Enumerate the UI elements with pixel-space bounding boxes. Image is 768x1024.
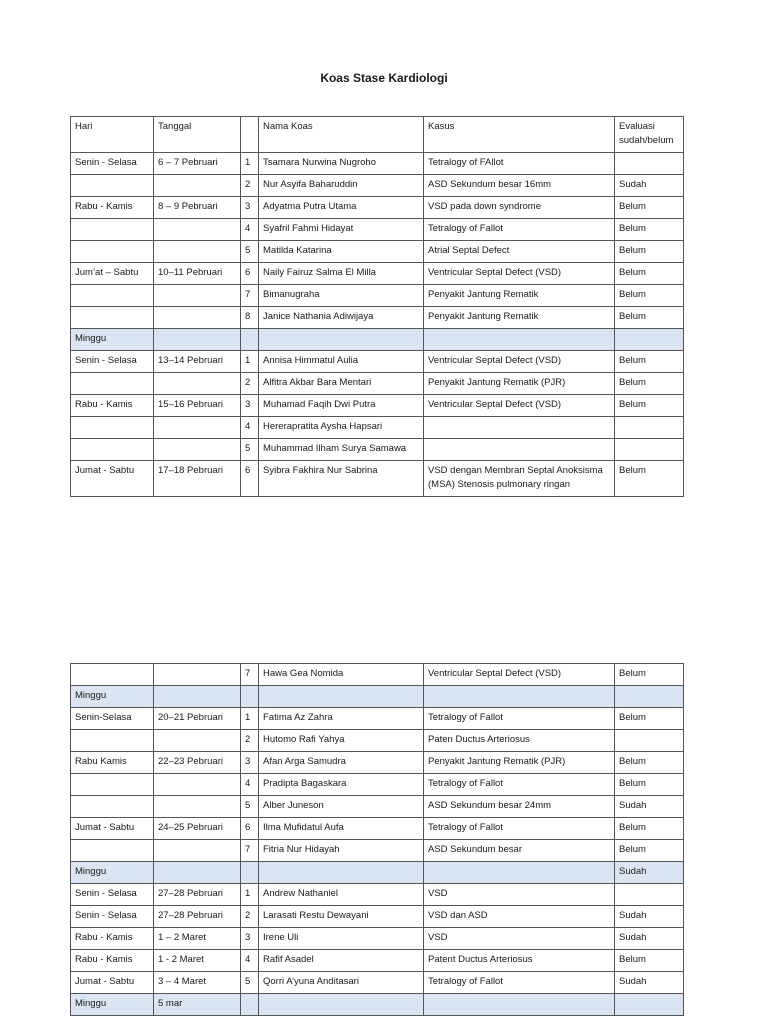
table-row xyxy=(71,307,684,329)
header-kasus: Kasus xyxy=(424,117,615,153)
cell-no: 2 xyxy=(241,906,259,928)
cell-nama-koas: Muhammad Ilham Surya Samawa xyxy=(259,439,424,461)
cell-nama-koas: Andrew Nathaniel xyxy=(259,884,424,906)
cell-nama-koas: Ilma Mufidatul Aufa xyxy=(259,818,424,840)
cell-nama-koas: Irene Uli xyxy=(259,928,424,950)
cell-nama-koas xyxy=(259,329,424,351)
cell-evaluasi: Belum xyxy=(615,461,684,497)
cell-kasus: VSD xyxy=(424,928,615,950)
cell-tanggal: 5 mar xyxy=(154,994,241,1016)
cell-evaluasi: Belum xyxy=(615,285,684,307)
cell-evaluasi: Sudah xyxy=(615,796,684,818)
cell-no: 1 xyxy=(241,351,259,373)
cell-nama-koas: Qorri A’yuna Anditasari xyxy=(259,972,424,994)
cell-hari xyxy=(71,664,154,686)
cell-kasus: VSD pada down syndrome xyxy=(424,197,615,219)
cell-evaluasi xyxy=(615,994,684,1016)
cell-nama-koas: Bimanugraha xyxy=(259,285,424,307)
cell-evaluasi: Belum xyxy=(615,840,684,862)
cell-evaluasi: Belum xyxy=(615,219,684,241)
cell-evaluasi xyxy=(615,884,684,906)
table-row xyxy=(71,664,684,686)
cell-kasus: Ventricular Septal Defect (VSD) xyxy=(424,395,615,417)
cell-tanggal xyxy=(154,175,241,197)
cell-tanggal xyxy=(154,730,241,752)
cell-tanggal: 8 – 9 Pebruari xyxy=(154,197,241,219)
cell-no: 8 xyxy=(241,307,259,329)
cell-evaluasi xyxy=(615,153,684,175)
cell-nama-koas xyxy=(259,686,424,708)
table-row xyxy=(71,197,684,219)
table-row xyxy=(71,752,684,774)
cell-no: 1 xyxy=(241,708,259,730)
cell-nama-koas xyxy=(259,862,424,884)
cell-kasus: ASD Sekundum besar xyxy=(424,840,615,862)
cell-hari: Senin - Selasa xyxy=(71,153,154,175)
cell-nama-koas: Nur Asyifa Baharuddin xyxy=(259,175,424,197)
cell-kasus: Ventricular Septal Defect (VSD) xyxy=(424,664,615,686)
cell-kasus xyxy=(424,417,615,439)
table-1-body xyxy=(71,153,684,497)
cell-tanggal xyxy=(154,439,241,461)
table-row xyxy=(71,840,684,862)
cell-kasus: Tetralogy of FAllot xyxy=(424,153,615,175)
cell-no: 2 xyxy=(241,175,259,197)
cell-hari: Rabu - Kamis xyxy=(71,928,154,950)
table-row xyxy=(71,972,684,994)
cell-nama-koas: Tsamara Nurwina Nugroho xyxy=(259,153,424,175)
cell-nama-koas: Alber Juneson xyxy=(259,796,424,818)
cell-hari: Minggu xyxy=(71,862,154,884)
cell-nama-koas: Fitria Nur Hidayah xyxy=(259,840,424,862)
cell-nama-koas: Alfitra Akbar Bara Mentari xyxy=(259,373,424,395)
cell-evaluasi: Belum xyxy=(615,708,684,730)
cell-no: 3 xyxy=(241,928,259,950)
cell-nama-koas: Matilda Katarina xyxy=(259,241,424,263)
cell-no: 2 xyxy=(241,373,259,395)
cell-hari xyxy=(71,840,154,862)
cell-kasus: Patent Ductus Arteriosus xyxy=(424,950,615,972)
cell-no xyxy=(241,686,259,708)
cell-kasus: Penyakit Jantung Rematik (PJR) xyxy=(424,373,615,395)
minggu-row xyxy=(71,329,684,351)
cell-evaluasi xyxy=(615,417,684,439)
cell-kasus: Ventricular Septal Defect (VSD) xyxy=(424,263,615,285)
cell-nama-koas: Syibra Fakhira Nur Sabrina xyxy=(259,461,424,497)
cell-hari: Senin-Selasa xyxy=(71,708,154,730)
cell-no: 5 xyxy=(241,796,259,818)
cell-hari xyxy=(71,796,154,818)
table-row xyxy=(71,708,684,730)
table-row xyxy=(71,928,684,950)
cell-evaluasi: Belum xyxy=(615,752,684,774)
table-row xyxy=(71,461,684,497)
cell-hari xyxy=(71,175,154,197)
cell-hari xyxy=(71,439,154,461)
cell-no: 5 xyxy=(241,439,259,461)
cell-nama-koas: Naily Fairuz Salma El Milla xyxy=(259,263,424,285)
cell-evaluasi xyxy=(615,730,684,752)
cell-evaluasi: Belum xyxy=(615,395,684,417)
cell-evaluasi: Belum xyxy=(615,241,684,263)
cell-no: 7 xyxy=(241,840,259,862)
table-row xyxy=(71,175,684,197)
cell-kasus: Tetralogy of Fallot xyxy=(424,818,615,840)
cell-hari: Rabu - Kamis xyxy=(71,395,154,417)
cell-tanggal xyxy=(154,373,241,395)
cell-evaluasi: Belum xyxy=(615,197,684,219)
cell-evaluasi xyxy=(615,439,684,461)
cell-tanggal xyxy=(154,219,241,241)
table-row xyxy=(71,351,684,373)
cell-no: 4 xyxy=(241,219,259,241)
cell-kasus: Tetralogy of Fallot xyxy=(424,219,615,241)
cell-evaluasi: Belum xyxy=(615,818,684,840)
header-no xyxy=(241,117,259,153)
cell-hari: Jumat - Sabtu xyxy=(71,972,154,994)
table-row xyxy=(71,884,684,906)
cell-tanggal: 1 – 2 Maret xyxy=(154,928,241,950)
cell-nama-koas: Muhamad Faqih Dwi Putra xyxy=(259,395,424,417)
cell-tanggal: 6 – 7 Pebruari xyxy=(154,153,241,175)
header-row xyxy=(71,117,684,153)
cell-tanggal: 13–14 Pebruari xyxy=(154,351,241,373)
cell-tanggal xyxy=(154,417,241,439)
cell-hari xyxy=(71,285,154,307)
cell-evaluasi: Belum xyxy=(615,373,684,395)
cell-tanggal xyxy=(154,664,241,686)
table-row xyxy=(71,395,684,417)
cell-tanggal: 22–23 Pebruari xyxy=(154,752,241,774)
cell-kasus xyxy=(424,439,615,461)
cell-hari xyxy=(71,417,154,439)
cell-nama-koas: Janice Nathania Adiwijaya xyxy=(259,307,424,329)
table-row xyxy=(71,417,684,439)
cell-kasus: Penyakit Jantung Rematik xyxy=(424,285,615,307)
cell-no: 6 xyxy=(241,461,259,497)
cell-no: 3 xyxy=(241,395,259,417)
cell-nama-koas: Fatima Az Zahra xyxy=(259,708,424,730)
cell-nama-koas xyxy=(259,994,424,1016)
table-row xyxy=(71,774,684,796)
cell-hari: Rabu Kamis xyxy=(71,752,154,774)
table-row xyxy=(71,796,684,818)
cell-evaluasi: Sudah xyxy=(615,972,684,994)
table-row xyxy=(71,373,684,395)
cell-no: 5 xyxy=(241,241,259,263)
table-row xyxy=(71,263,684,285)
schedule-table-2 xyxy=(70,663,684,1016)
cell-nama-koas: Rafif Asadel xyxy=(259,950,424,972)
cell-kasus: VSD dan ASD xyxy=(424,906,615,928)
cell-kasus: Penyakit Jantung Rematik xyxy=(424,307,615,329)
cell-no: 1 xyxy=(241,884,259,906)
table-row xyxy=(71,153,684,175)
cell-no xyxy=(241,329,259,351)
cell-tanggal: 20–21 Pebruari xyxy=(154,708,241,730)
cell-no: 4 xyxy=(241,950,259,972)
cell-evaluasi: Belum xyxy=(615,774,684,796)
table-row xyxy=(71,285,684,307)
cell-kasus xyxy=(424,329,615,351)
cell-evaluasi: Sudah xyxy=(615,928,684,950)
cell-kasus: Ventricular Septal Defect (VSD) xyxy=(424,351,615,373)
cell-tanggal xyxy=(154,840,241,862)
cell-evaluasi: Belum xyxy=(615,950,684,972)
cell-tanggal: 1 - 2 Maret xyxy=(154,950,241,972)
cell-hari xyxy=(71,241,154,263)
cell-evaluasi: Belum xyxy=(615,664,684,686)
cell-evaluasi: Sudah xyxy=(615,906,684,928)
cell-no: 1 xyxy=(241,153,259,175)
cell-hari: Senin - Selasa xyxy=(71,884,154,906)
cell-hari xyxy=(71,774,154,796)
table-row xyxy=(71,818,684,840)
cell-nama-koas: Hawa Gea Nomida xyxy=(259,664,424,686)
header-nama-koas: Nama Koas xyxy=(259,117,424,153)
cell-hari: Senin - Selasa xyxy=(71,906,154,928)
table-row xyxy=(71,950,684,972)
cell-hari: Rabu - Kamis xyxy=(71,950,154,972)
cell-kasus xyxy=(424,686,615,708)
cell-kasus: Atrial Septal Defect xyxy=(424,241,615,263)
cell-no: 6 xyxy=(241,818,259,840)
cell-kasus: Tetralogy of Fallot xyxy=(424,708,615,730)
cell-hari: Senin - Selasa xyxy=(71,351,154,373)
minggu-row xyxy=(71,862,684,884)
cell-tanggal xyxy=(154,329,241,351)
cell-kasus: ASD Sekundum besar 24mm xyxy=(424,796,615,818)
cell-tanggal: 27–28 Pebruari xyxy=(154,906,241,928)
cell-nama-koas: Adyatma Putra Utama xyxy=(259,197,424,219)
cell-evaluasi: Belum xyxy=(615,351,684,373)
cell-nama-koas: Afan Arga Samudra xyxy=(259,752,424,774)
cell-hari xyxy=(71,730,154,752)
cell-tanggal: 27–28 Pebruari xyxy=(154,884,241,906)
cell-tanggal: 15–16 Pebruari xyxy=(154,395,241,417)
header-hari: Hari xyxy=(71,117,154,153)
cell-kasus: Tetralogy of Fallot xyxy=(424,774,615,796)
cell-no: 6 xyxy=(241,263,259,285)
cell-kasus: VSD dengan Membran Septal Anoksisma (MSA) Stenosis pulmonary ringan xyxy=(424,461,615,497)
cell-hari: Jumat - Sabtu xyxy=(71,461,154,497)
cell-tanggal: 10–11 Pebruari xyxy=(154,263,241,285)
cell-tanggal xyxy=(154,862,241,884)
cell-tanggal xyxy=(154,774,241,796)
cell-kasus: Tetralogy of Fallot xyxy=(424,972,615,994)
cell-tanggal xyxy=(154,796,241,818)
header-evaluasi: Evaluasi sudah/belum xyxy=(615,117,684,153)
page-title: Koas Stase Kardiologi xyxy=(320,71,448,85)
cell-kasus: ASD Sekundum besar 16mm xyxy=(424,175,615,197)
cell-tanggal: 17–18 Pebruari xyxy=(154,461,241,497)
cell-hari: Minggu xyxy=(71,329,154,351)
cell-evaluasi: Belum xyxy=(615,263,684,285)
cell-hari: Jumat - Sabtu xyxy=(71,818,154,840)
cell-kasus xyxy=(424,994,615,1016)
table-2-body xyxy=(71,664,684,1016)
cell-hari: Rabu - Kamis xyxy=(71,197,154,219)
cell-hari: Jum’at – Sabtu xyxy=(71,263,154,285)
cell-evaluasi: Sudah xyxy=(615,175,684,197)
cell-hari xyxy=(71,307,154,329)
cell-evaluasi xyxy=(615,329,684,351)
cell-no: 4 xyxy=(241,774,259,796)
cell-hari xyxy=(71,219,154,241)
cell-nama-koas: Larasati Restu Dewayani xyxy=(259,906,424,928)
cell-tanggal xyxy=(154,241,241,263)
cell-no xyxy=(241,862,259,884)
cell-no xyxy=(241,994,259,1016)
cell-kasus: Paten Ductus Arteriosus xyxy=(424,730,615,752)
cell-nama-koas: Hutomo Rafi Yahya xyxy=(259,730,424,752)
table-row xyxy=(71,241,684,263)
cell-no: 3 xyxy=(241,197,259,219)
cell-no: 7 xyxy=(241,664,259,686)
cell-kasus xyxy=(424,862,615,884)
cell-hari xyxy=(71,373,154,395)
cell-tanggal xyxy=(154,285,241,307)
cell-hari: Minggu xyxy=(71,686,154,708)
cell-no: 2 xyxy=(241,730,259,752)
cell-nama-koas: Pradipta Bagaskara xyxy=(259,774,424,796)
cell-nama-koas: Syafril Fahmi Hidayat xyxy=(259,219,424,241)
header-tanggal: Tanggal xyxy=(154,117,241,153)
cell-no: 3 xyxy=(241,752,259,774)
cell-tanggal xyxy=(154,686,241,708)
cell-evaluasi xyxy=(615,686,684,708)
cell-kasus: VSD xyxy=(424,884,615,906)
cell-nama-koas: Hererapratita Aysha Hapsari xyxy=(259,417,424,439)
cell-evaluasi: Sudah xyxy=(615,862,684,884)
cell-tanggal xyxy=(154,307,241,329)
cell-kasus: Penyakit Jantung Rematik (PJR) xyxy=(424,752,615,774)
cell-nama-koas: Annisa Himmatul Aulia xyxy=(259,351,424,373)
table-row xyxy=(71,906,684,928)
table-row xyxy=(71,439,684,461)
table-row xyxy=(71,219,684,241)
cell-no: 4 xyxy=(241,417,259,439)
cell-no: 5 xyxy=(241,972,259,994)
schedule-table-1 xyxy=(70,116,684,497)
minggu-row xyxy=(71,994,684,1016)
cell-tanggal: 24–25 Pebruari xyxy=(154,818,241,840)
cell-no: 7 xyxy=(241,285,259,307)
cell-hari: Minggu xyxy=(71,994,154,1016)
cell-evaluasi: Belum xyxy=(615,307,684,329)
table-row xyxy=(71,730,684,752)
minggu-row xyxy=(71,686,684,708)
cell-tanggal: 3 – 4 Maret xyxy=(154,972,241,994)
